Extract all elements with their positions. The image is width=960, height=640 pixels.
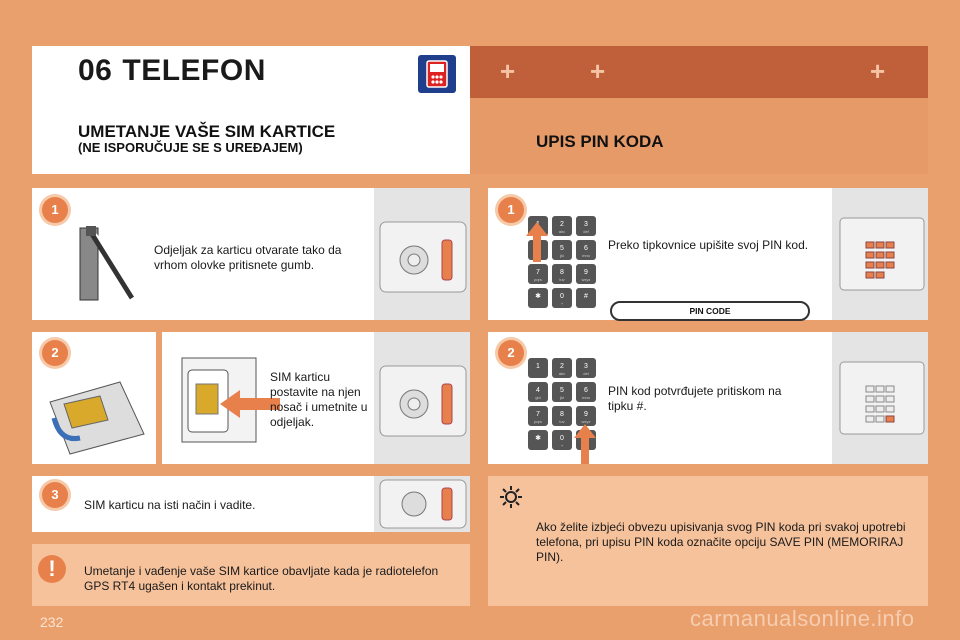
arrow-up-icon [574,424,596,464]
pin-code-label: PIN CODE [610,301,810,321]
step-number-badge: 2 [42,340,68,366]
svg-text:mno: mno [582,253,590,258]
svg-text:def: def [583,229,589,234]
chapter-heading [78,54,266,88]
svg-text:5: 5 [560,245,564,252]
keypad-key [552,264,572,284]
radio-keypad-illustration [832,188,928,320]
arrow-up-icon [526,222,548,262]
svg-text:0: 0 [560,293,564,300]
step-text: Odjeljak za karticu otvarate tako da vrhom olovke pritisnete gumb. [154,243,342,272]
warning-icon: ! [38,555,66,583]
warning-text: Umetanje i vađenje vaše SIM kartice obavljate kada je radiotelefon GPS RT4 ugašen i kontakt prekinut. [84,564,439,593]
svg-text:+: + [560,443,564,448]
keypad-key [552,288,572,308]
svg-text:def: def [583,371,589,376]
svg-text:0: 0 [560,435,564,442]
tip-note [488,476,928,606]
keypad-key [576,382,596,402]
svg-text:wxyz: wxyz [581,419,591,424]
left-section-title: UMETANJE VAŠE SIM KARTICE [78,122,336,141]
svg-text:abc: abc [558,371,566,376]
svg-text:mno: mno [582,395,590,400]
svg-text:+: + [560,301,564,306]
radio-unit-illustration [374,332,470,464]
keypad-key [528,358,548,378]
phone-chapter-icon [418,55,456,93]
tip-text: Ako želite izbjeći obvezu upisivanja svog PIN koda pri svakoj upotrebi telefona, pri upisu PIN koda označite opciju SAVE PIN (MEMORIRAJ PIN). [536,520,906,564]
keypad-key [552,240,572,260]
svg-text:3: 3 [584,221,588,228]
svg-text:tuv: tuv [559,277,565,282]
step-number-badge: 3 [42,482,68,508]
svg-text:pqrs: pqrs [534,419,542,424]
keypad-key [576,264,596,284]
right-section-title: UPIS PIN KODA [536,132,664,151]
keypad-key [552,406,572,426]
step-text: SIM karticu postavite na njen nosač i umetnite u odjeljak. [270,370,368,429]
svg-text:1: 1 [536,363,540,370]
right-section-header [470,98,928,174]
svg-text:jkl: jkl [560,253,564,258]
tip-sun-icon [500,486,522,508]
chapter-title: TELEFON [122,54,266,87]
step-number-badge: 2 [498,340,524,366]
svg-text:7: 7 [536,269,540,276]
keypad-key [576,358,596,378]
svg-text:6: 6 [584,387,588,394]
keypad-key [552,358,572,378]
chapter-number: 06 [78,54,113,87]
svg-text:6: 6 [584,245,588,252]
svg-text:tuv: tuv [559,419,565,424]
keypad-key [576,216,596,236]
svg-text:9: 9 [584,269,588,276]
svg-text:abc: abc [558,229,566,234]
left-step-2-tray-panel [32,332,156,464]
plus-decoration: + [590,56,606,86]
svg-text:#: # [584,293,588,300]
header-right-band [470,46,928,98]
left-step-3-panel [32,476,470,532]
svg-text:pqrs: pqrs [534,277,542,282]
warning-note [32,544,470,606]
watermark: carmanualsonline.info [690,606,915,631]
keypad-key [576,288,596,308]
keypad-key [528,430,548,450]
svg-text:9: 9 [584,411,588,418]
left-section-header [32,98,470,174]
step-number-badge: 1 [42,197,68,223]
plus-decoration: + [870,56,886,86]
svg-text:5: 5 [560,387,564,394]
keypad-key [528,264,548,284]
svg-text:✱: ✱ [535,293,541,300]
plus-decoration: + [500,56,516,86]
keypad-key [552,382,572,402]
step-text: PIN kod potvrđujete pritiskom na tipku #. [608,384,782,413]
keypad-key [528,382,548,402]
svg-text:2: 2 [560,221,564,228]
keypad-key [528,288,548,308]
radio-unit-illustration [374,188,470,320]
svg-text:2: 2 [560,363,564,370]
svg-text:3: 3 [584,363,588,370]
svg-text:8: 8 [560,269,564,276]
step-text: Preko tipkovnice upišite svoj PIN kod. [608,238,809,252]
sim-tray-illustration [40,362,150,458]
step-number-badge: 1 [498,197,524,223]
keypad-key [528,406,548,426]
svg-text:jkl: jkl [560,395,564,400]
keypad-key [576,406,596,426]
left-step-1-panel [32,188,470,320]
radio-keypad-illustration [832,332,928,464]
left-step-2-panel [162,332,470,464]
svg-text:wxyz: wxyz [581,277,591,282]
radio-unit-illustration [374,476,470,532]
stylus-illustration [72,218,152,313]
svg-text:ghi: ghi [535,395,541,400]
left-section-subtitle: (NE ISPORUČUJE SE S UREĐAJEM) [78,140,303,155]
keypad-key [576,240,596,260]
svg-text:✱: ✱ [535,435,541,442]
svg-text:7: 7 [536,411,540,418]
keypad-key [552,216,572,236]
page-number: 232 [40,614,64,630]
svg-text:8: 8 [560,411,564,418]
svg-text:4: 4 [536,387,540,394]
step-text: SIM karticu na isti način i vadite. [84,498,256,512]
right-step-2-panel [488,332,928,464]
keypad-key [552,430,572,450]
